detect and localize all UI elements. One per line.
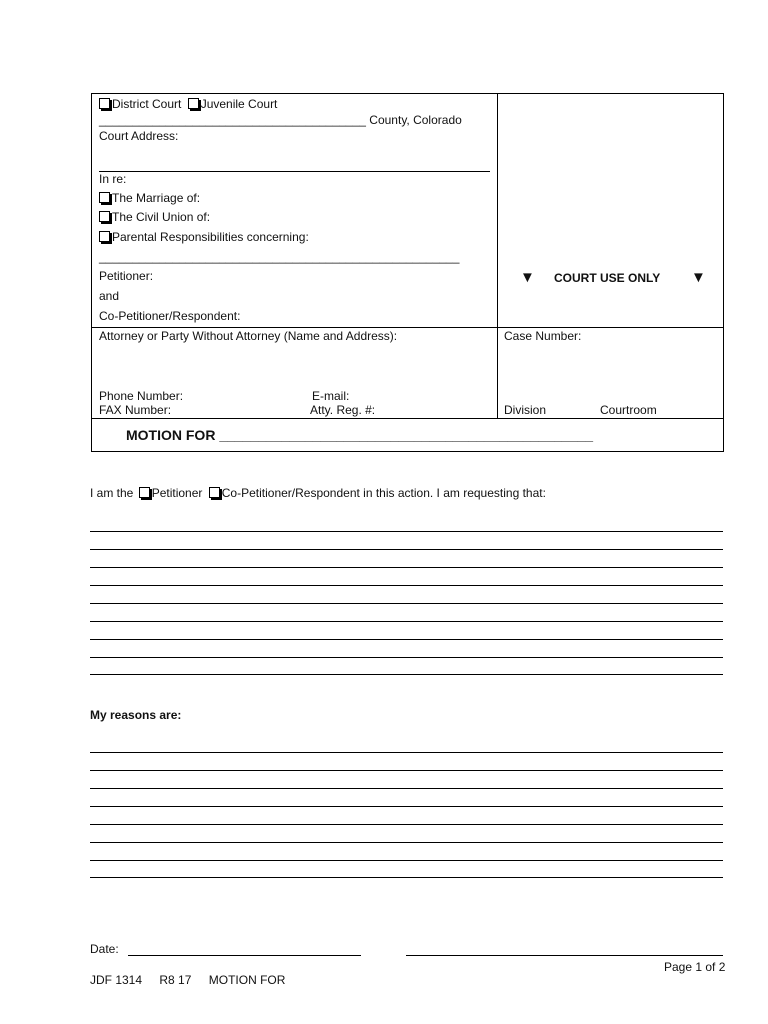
request-line[interactable] xyxy=(90,585,723,586)
parental-blank[interactable]: ______________________________________________________ xyxy=(99,250,460,264)
request-line[interactable] xyxy=(90,657,723,658)
court-type-row xyxy=(99,97,277,111)
request-line[interactable] xyxy=(90,674,723,675)
attorney-label: Attorney or Party Without Attorney (Name and Address): xyxy=(99,329,398,343)
juvenile-court-checkbox[interactable] xyxy=(188,98,199,109)
court-address-line[interactable] xyxy=(99,171,490,172)
form-id: JDF 1314 xyxy=(90,973,143,987)
and-label: and xyxy=(99,289,120,303)
email-label: E-mail: xyxy=(312,389,350,403)
court-use-only-label: COURT USE ONLY xyxy=(554,271,661,285)
court-address-label: Court Address: xyxy=(99,129,179,143)
reason-line[interactable] xyxy=(90,860,723,861)
form-revision: R8 17 xyxy=(159,973,192,987)
reason-line[interactable] xyxy=(90,806,723,807)
co-petitioner-option-label: Co-Petitioner/Respondent in this action. I am requesting that: xyxy=(221,486,546,500)
arrow-down-icon: ▼ xyxy=(520,269,535,286)
signature-line[interactable] xyxy=(406,955,723,956)
phone-label: Phone Number: xyxy=(99,389,184,403)
co-petitioner-checkbox[interactable] xyxy=(209,487,220,498)
request-line[interactable] xyxy=(90,639,723,640)
reason-line[interactable] xyxy=(90,770,723,771)
i-am-the-label: I am the xyxy=(90,486,134,500)
reasons-label: My reasons are: xyxy=(90,708,182,722)
request-line[interactable] xyxy=(90,567,723,568)
parental-checkbox[interactable] xyxy=(99,231,110,242)
reason-line[interactable] xyxy=(90,824,723,825)
district-court-label: District Court xyxy=(112,97,182,111)
petitioner-label: Petitioner: xyxy=(99,269,154,283)
fax-label: FAX Number: xyxy=(99,403,172,417)
motion-title-blank[interactable]: ________________________________________________ xyxy=(219,427,594,443)
caption-divider-middle xyxy=(91,327,724,328)
motion-title xyxy=(126,427,593,443)
co-petitioner-label: Co-Petitioner/Respondent: xyxy=(99,309,241,323)
reason-line[interactable] xyxy=(90,752,723,753)
parental-label: Parental Responsibilities concerning: xyxy=(112,230,309,244)
request-line[interactable] xyxy=(90,621,723,622)
county-blank[interactable]: ________________________________________ xyxy=(99,113,366,127)
caption-divider-title xyxy=(91,418,724,419)
request-line[interactable] xyxy=(90,531,723,532)
juvenile-court-label: Juvenile Court xyxy=(200,97,278,111)
division-label: Division xyxy=(504,403,547,417)
date-line[interactable] xyxy=(128,955,361,956)
civil-union-checkbox[interactable] xyxy=(99,211,110,222)
courtroom-label: Courtroom xyxy=(600,403,657,417)
reason-line[interactable] xyxy=(90,788,723,789)
petitioner-option-label: Petitioner xyxy=(151,486,203,500)
form-footer xyxy=(90,973,285,987)
form-footer-title: MOTION FOR xyxy=(208,973,286,987)
in-re-label: In re: xyxy=(99,172,127,186)
petitioner-checkbox[interactable] xyxy=(139,487,150,498)
motion-title-prefix: MOTION FOR xyxy=(126,427,216,443)
request-line[interactable] xyxy=(90,603,723,604)
district-court-checkbox[interactable] xyxy=(99,98,110,109)
parental-option xyxy=(99,230,309,244)
caption-divider-vertical xyxy=(497,93,498,418)
page-number: Page 1 of 2 xyxy=(664,960,726,974)
reason-line[interactable] xyxy=(90,842,723,843)
marriage-checkbox[interactable] xyxy=(99,192,110,203)
atty-reg-label: Atty. Reg. #: xyxy=(310,403,376,417)
county-suffix: County, Colorado xyxy=(369,113,462,127)
county-row xyxy=(99,113,462,127)
reason-line[interactable] xyxy=(90,877,723,878)
request-line[interactable] xyxy=(90,549,723,550)
marriage-label: The Marriage of: xyxy=(112,191,201,205)
party-statement xyxy=(90,486,546,500)
marriage-option xyxy=(99,191,200,205)
case-number-label: Case Number: xyxy=(504,329,582,343)
date-label: Date: xyxy=(90,942,119,956)
civil-union-option xyxy=(99,210,210,224)
civil-union-label: The Civil Union of: xyxy=(112,210,211,224)
arrow-down-icon: ▼ xyxy=(691,269,706,286)
